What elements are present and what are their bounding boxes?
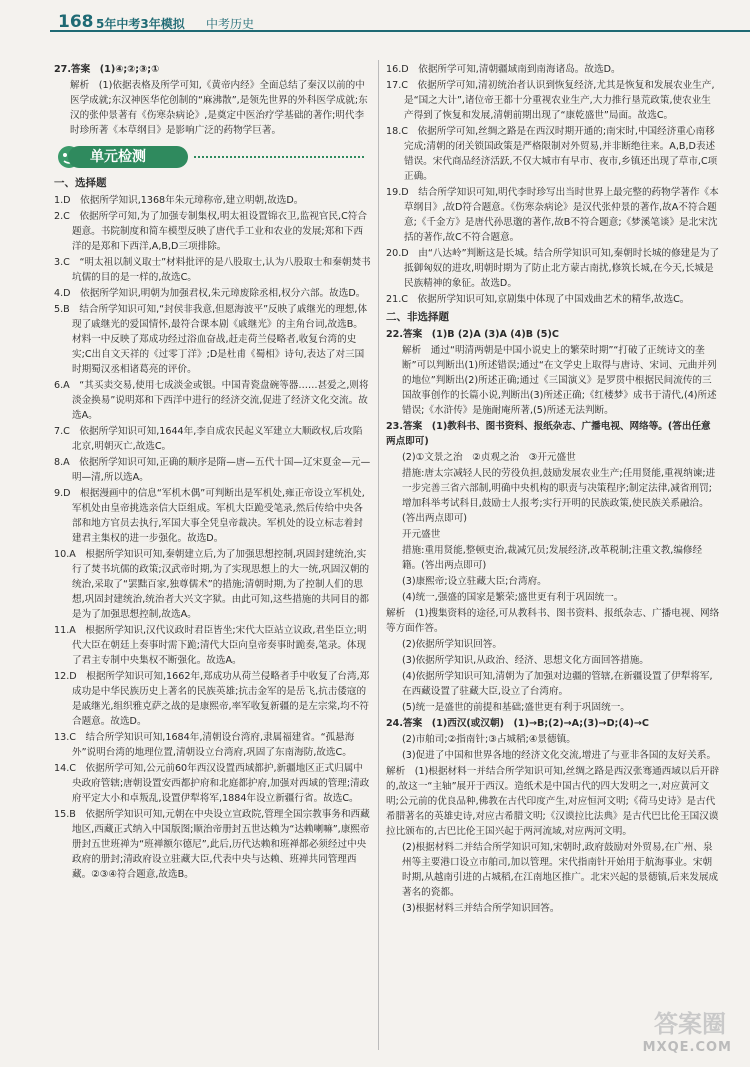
list-item: 5.B 结合所学知识可知,“封侯非我意,但愿海波平”反映了戚继光的理想,体现了戚继光的爱国情怀,最符合课本剧《戚继光》的主角台词,故选B。材料一中反映了郑成功经过浴血奋战,赶走荷兰侵略者,收复台湾的史实;C出自文天祥的《过零丁洋》;D是杜甫《蜀相》诗句,表达了对三国时期蜀汉丞相诸葛亮的评价。 [54,304,368,375]
q23-part: (3)康熙帝;设立驻藏大臣;台湾府。 [402,576,547,587]
q22-analysis: 解析 通过“明清两朝是中国小说史上的繁荣时期”“打破了正统诗文的垄断”可以判断出(1)所述错误;通过“在文学史上取得与唐诗、宋词、元曲并列的地位”判断出(2)所述正确;通过《三国演义》是罗贯中根据民间流传的三国故事创作的长篇小说,判断出(3)所述正确;《红楼梦》成书于清代,(4)所述错误;《水浒传》是施耐庵所著,(5)所述无法判断。 [402,345,717,416]
list-item: 19.D 结合所学知识可知,明代李时珍写出当时世界上最完整的药物学著作《本草纲目》,故D符合题意。《伤寒杂病论》是汉代张仲景的著作,故A不符合题意;《千金方》是唐代孙思邈的著作,故B不符合题意;《梦溪笔谈》是北宋沈括的著作,故C不符合题意。 [386,187,719,243]
q23-analysis: 解析 (1)搜集资料的途径,可从教科书、图书资料、报纸杂志、广播电视、网络等方面作答。 [386,608,720,634]
list-item: 9.D 根据漫画中的信息“军机木偶”可判断出是军机处,雍正帝设立军机处,军机处由皇帝挑选亲信大臣组成。军机大臣跪受笔录,然后传给中央各部和地方官员去执行,军国大事全凭皇帝裁决。军机处的设立标志着封建君主集权的进一步强化。故选D。 [54,488,365,544]
q27-answer: 27.答案 (1)④;②;③;① [54,64,160,75]
q23-part: 开元盛世 [402,529,441,540]
q23-analysis: (2)依据所学知识回答。 [402,639,502,650]
q24-analysis: 解析 (1)根据材料一并结合所学知识可知,丝绸之路是西汉张骞通西域以后开辟的,故这一“主轴”展开于西汉。造纸术是中国古代的四大发明之一,对应黄河文明;公元前的优良品种,佛教在古代印度产生,对应恒河文明;《荷马史诗》是古代希腊著名的英雄史诗,对应古希腊文明;《汉谟拉比法典》是古代巴比伦王国汉谟拉比颁布的,古巴比伦王国兴起于两河流域,对应两河文明。 [386,766,720,837]
list-item: 8.A 依据所学知识可知,正确的顺序是隋—唐—五代十国—辽宋夏金—元—明—清,所以选A。 [54,457,371,483]
right-column [386,62,720,917]
q23-analysis: (3)依据所学知识,从政治、经济、思想文化方面回答措施。 [402,655,649,666]
list-item: 12.D 根据所学知识可知,1662年,郑成功从荷兰侵略者手中收复了台湾,郑成功是中华民族历史上著名的民族英雄;抗击金军的是岳飞,抗击倭寇的是戚继光,组织雅克萨之战的是康熙帝,率军收复新疆的是左宗棠,均不符合题意。故选D。 [54,671,370,727]
list-item: 17.C 依据所学可知,清初统治者认识到恢复经济,尤其是恢复和发展农业生产,是“国之大计”,诸位帝王都十分重视农业生产,大力推行垦荒政策,使农业生产得到了恢复和发展,清朝前期出现了“康乾盛世”局面。故选C。 [386,80,715,121]
list-item: 16.D 依据所学可知,清朝疆域南到南海诸岛。故选D。 [386,64,621,75]
list-item: 7.C 依据所学知识可知,1644年,李自成农民起义军建立大顺政权,后攻陷北京,明朝灭亡,故选C。 [54,426,363,452]
q22-answer: 22.答案 (1)B (2)A (3)A (4)B (5)C [386,329,559,340]
q24-answer: 24.答案 (1)西汉(或汉朝) (1)→B;(2)→A;(3)→D;(4)→C [386,718,649,729]
banner-title: 单元检测 [68,146,188,168]
list-item: 15.B 依据所学知识可知,元朝在中央设立宣政院,管理全国宗教事务和西藏地区,西藏正式纳入中国版图;顺治帝册封五世达赖为“达赖喇嘛”,康熙帝册封五世班禅为“班禅额尔德尼”,此后,历代达赖和班禅都必须经过中央政府的册封;清政府设立驻藏大臣,代表中央与达赖、班禅共同管理西藏。②③④符合题意,故选B。 [54,809,370,880]
series-title: 5年中考3年模拟 [96,17,185,31]
list-item: 11.A 根据所学知识,汉代议政时君臣皆坐;宋代大臣站立议政,君坐臣立;明代大臣在朝廷上奏事时需下跪;清代大臣向皇帝奏事时跪奏,笔录。体现了君主专制中央集权不断强化。故选A。 [54,625,367,666]
list-item: 13.C 结合所学知识可知,1684年,清朝设台湾府,隶属福建省。“孤悬海外”说明台湾的地理位置,清朝设立台湾府,巩固了东南海防,故选C。 [54,732,355,758]
watermark [592,1010,742,1061]
list-item: 18.C 依据所学可知,丝绸之路是在西汉时期开通的;南宋时,中国经济重心南移完成;清朝的闭关锁国政策是严格限制对外贸易,并非断绝往来。A,B,D表述错误。宋代商品经济活跃,不仅大城市有早市、夜市,乡镇还出现了草市,C项正确。 [386,126,718,182]
list-item: 6.A “其买卖交易,使用七成淡金或银。中国青瓷盘碗等器……甚爱之,则将淡金换易”说明郑和下西洋中进行的经济交流,促进了经济文化交流。故选A。 [54,380,369,421]
q24-analysis: (2)根据材料二并结合所学知识可知,宋朝时,政府鼓励对外贸易,在广州、泉州等主要港口设立市舶司,加以管理。宋代指南针开始用于航海事业。宋朝时期,从越南引进的占城稻,在江南地区推广。北宋兴起的景德镇,后来发展成著名的瓷都。 [402,842,719,898]
list-item: 4.D 依据所学知识,明朝为加强君权,朱元璋废除丞相,权分六部。故选D。 [54,288,366,299]
list-item: 10.A 根据所学知识可知,秦朝建立后,为了加强思想控制,巩固封建统治,实行了焚书坑儒的政策;汉武帝时期,为了实现思想上的大一统,巩固汉朝的统治,采取了“罢黜百家,独尊儒术”的措施;清朝时期,为了控制人们的思想,巩固封建统治,统治者大兴文字狱。由此可知,这些措施的共同目的都是为了加强思想控制,故选A。 [54,549,370,620]
q24-analysis: (3)根据材料三并结合所学知识回答。 [402,903,560,914]
q23-part: 措施:唐太宗减轻人民的劳役负担,鼓励发展农业生产;任用贤能,重视纳谏;进一步完善三省六部制,明确中央机构的职责与决策程序;制定法律,减省刑罚;增加科举考试科目,鼓励士人报考;实行开明的民族政策,使民族关系融洽。(答出两点即可) [402,468,716,524]
column-divider [378,60,379,1050]
q27-analysis: 解析 (1)依据表格及所学可知,《黄帝内经》全面总结了秦汉以前的中医学成就;东汉神医华佗创制的“麻沸散”,是领先世界的外科医学成就;东汉的张仲景著有《伤寒杂病论》,是奠定中医治疗学基础的著作;明代李时珍所著《本草纲目》是影响广泛的药物学巨著。 [70,80,368,136]
q23-answer: 23.答案 (1)教科书、图书资料、报纸杂志、广播电视、网络等。(答出任意两点即可) [386,421,711,447]
q24-part: (3)促进了中国和世界各地的经济文化交流,增进了与亚非各国的友好关系。 [402,750,717,761]
watermark-logo: 答案圈 [654,1010,726,1038]
watermark-site: MXQE.COM [642,1040,732,1055]
q23-part: 措施:重用贤能,整顿吏治,裁减冗员;发展经济,改革税制;注重文教,编修经籍。(答出两点即可) [402,545,703,571]
q24-part: (2)市舶司;②指南针;③占城稻;④景德镇。 [402,734,576,745]
list-item: 1.D 依据所学知识,1368年朱元璋称帝,建立明朝,故选D。 [54,195,304,206]
page-number: 168 [58,12,94,32]
list-item: 3.C “明太祖以制义取士”材料批评的是八股取士,认为八股取士和秦朝焚书坑儒的目的是一样的,故选C。 [54,257,371,283]
q23-analysis: (5)统一是盛世的前提和基础;盛世更有利于巩固统一。 [402,702,630,713]
q23-part: (2)①文景之治 ②贞观之治 ③开元盛世 [402,452,576,463]
list-item: 20.D 由“八达岭”判断这是长城。结合所学知识可知,秦朝时长城的修建是为了抵御匈奴的进攻,明朝时期为了防止北方蒙古南扰,修筑长城,在今天,长城是民族精神的象征。故选D。 [386,248,720,289]
page-header [0,0,750,52]
list-item: 14.C 依据所学可知,公元前60年西汉设置西域都护,新疆地区正式归属中央政府管辖;唐朝设置安西都护府和北庭都护府,加强对西域的管理;清政府平定大小和卓叛乱,设置伊犁将军,1884年设立新疆行省。故选C。 [54,763,370,804]
section1-title: 一、选择题 [54,177,107,189]
list-item: 21.C 依据所学知识可知,京剧集中体现了中国戏曲艺术的精华,故选C。 [386,294,690,305]
q23-analysis: (4)依据所学知识可知,清朝为了加强对边疆的管辖,在新疆设置了伊犁将军,在西藏设置了驻藏大臣,设立了台湾府。 [402,671,713,697]
banner-dots [194,156,364,158]
section2-title: 二、非选择题 [386,311,449,323]
section-banner [54,144,372,170]
q23-part: (4)统一,强盛的国家是繁荣;盛世更有利于巩固统一。 [402,592,624,603]
list-item: 2.C 依据所学可知,为了加强专制集权,明太祖设置锦衣卫,监视官民,C符合题意。书院制度和简车模型反映了唐代手工业和农业的发展;郑和下西洋的是郑和下西洋,A,B,D三项排除。 [54,211,367,252]
subject-label: 中考历史 [206,17,255,31]
left-column [54,62,372,883]
